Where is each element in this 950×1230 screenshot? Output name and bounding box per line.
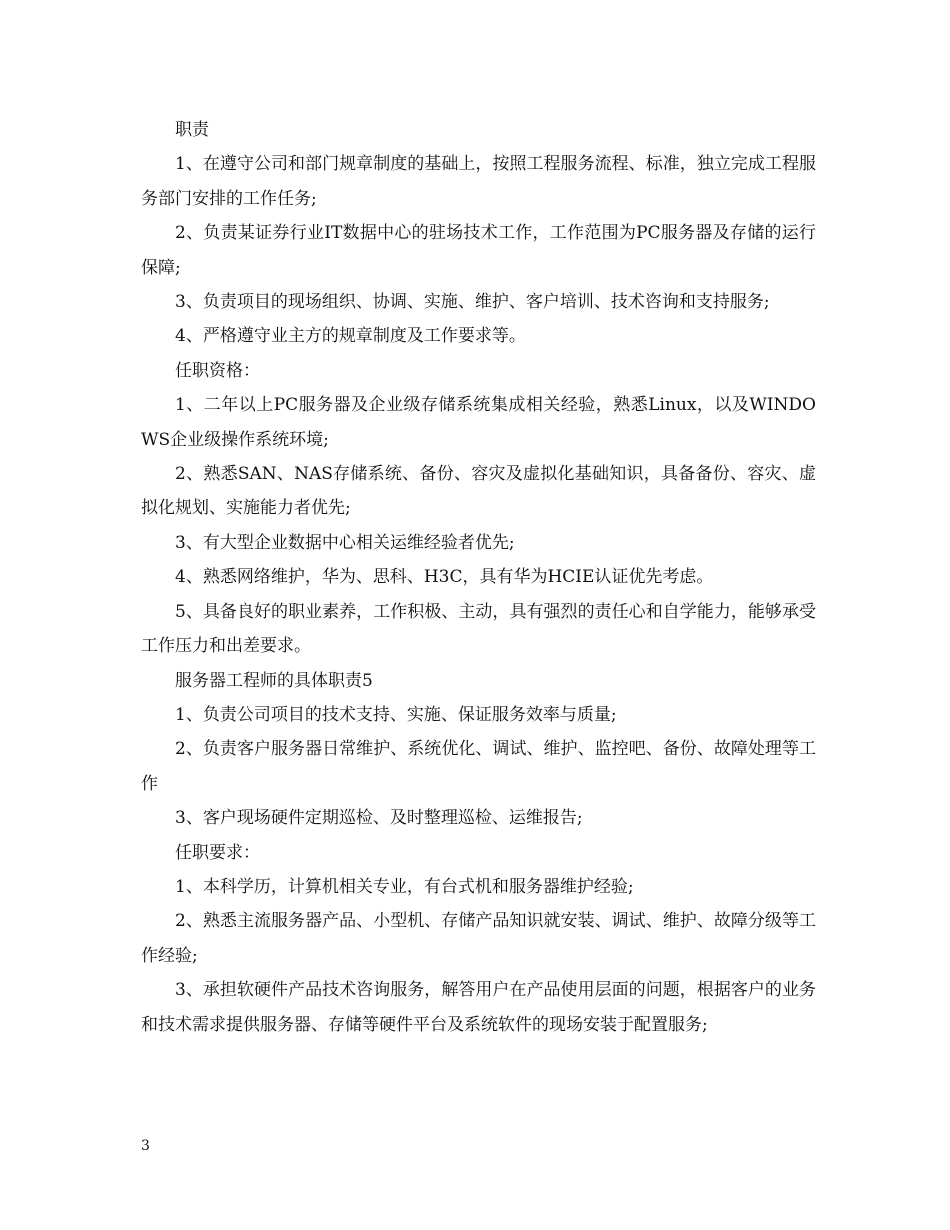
- section-heading: 任职要求：: [175, 842, 260, 863]
- paragraph: 3、负责项目的现场组织、协调、实施、维护、客户培训、技术咨询和支持服务;: [175, 292, 770, 313]
- paragraph: 3、有大型企业数据中心相关运维经验者优先;: [175, 532, 515, 553]
- section-heading: 服务器工程师的具体职责5: [175, 670, 373, 691]
- paragraph: 2、熟悉主流服务器产品、小型机、存储产品知识就安装、调试、维护、故障分级等工作经验;: [141, 911, 816, 966]
- paragraph: 2、负责某证券行业IT数据中心的驻场技术工作，工作范围为PC服务器及存储的运行保障;: [141, 223, 816, 278]
- paragraph: 4、严格遵守业主方的规章制度及工作要求等。: [175, 326, 526, 347]
- paragraph: 3、承担软硬件产品技术咨询服务，解答用户在产品使用层面的问题，根据客户的业务和技术需求提供服务器、存储等硬件平台及系统软件的现场安装于配置服务;: [141, 980, 816, 1035]
- paragraph: 职责: [175, 120, 209, 140]
- paragraph: 4、熟悉网络维护，华为、思科、H3C，具有华为HCIE认证优先考虑。: [175, 567, 714, 588]
- paragraph: 3、客户现场硬件定期巡检、及时整理巡检、运维报告;: [175, 808, 583, 829]
- page-number: 3: [141, 1138, 150, 1154]
- paragraph: 1、在遵守公司和部门规章制度的基础上，按照工程服务流程、标准，独立完成工程服务部门安排的工作任务;: [141, 154, 816, 209]
- paragraph: 1、二年以上PC服务器及企业级存储系统集成相关经验，熟悉Linux，以及WINDOWS企业级操作系统环境;: [141, 395, 816, 450]
- paragraph: 5、具备良好的职业素养，工作积极、主动，具有强烈的责任心和自学能力，能够承受工作压力和出差要求。: [141, 601, 816, 657]
- paragraph: 2、熟悉SAN、NAS存储系统、备份、容灾及虚拟化基础知识，具备备份、容灾、虚拟化规划、实施能力者优先;: [141, 464, 816, 519]
- paragraph: 2、负责客户服务器日常维护、系统优化、调试、维护、监控吧、备份、故障处理等工作: [141, 739, 816, 794]
- section-heading: 任职资格：: [175, 360, 260, 381]
- paragraph: 1、本科学历，计算机相关专业，有台式机和服务器维护经验;: [175, 876, 634, 897]
- paragraph: 1、负责公司项目的技术支持、实施、保证服务效率与质量;: [175, 704, 617, 725]
- document-body: [141, 113, 816, 1042]
